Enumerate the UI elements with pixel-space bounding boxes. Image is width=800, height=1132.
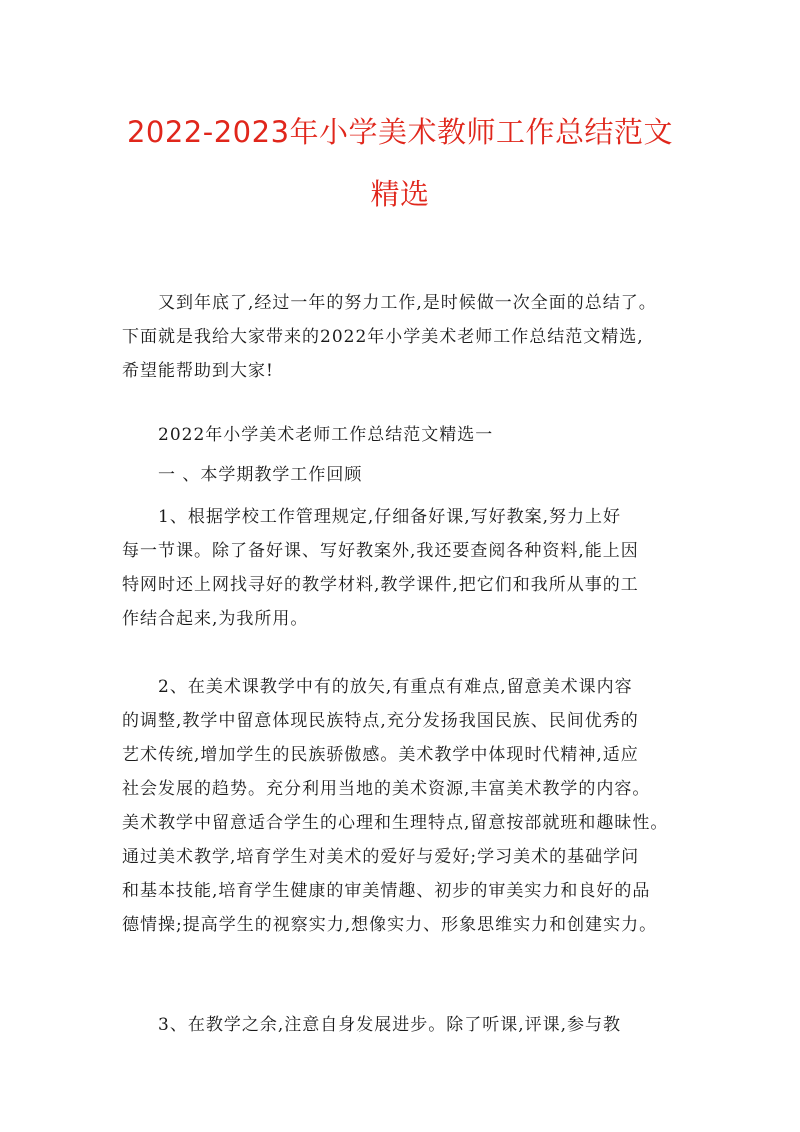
paragraph-line: 艺术传统,增加学生的民族骄傲感。美术教学中体现时代精神,适应	[122, 745, 639, 765]
paragraph-line: 2、在美术课教学中有的放矢,有重点有难点,留意美术课内容	[158, 677, 633, 697]
intro-line: 希望能帮助到大家!	[122, 361, 274, 381]
paragraph-line: 每一节课。除了备好课、写好教案外,我还要查阅各种资料,能上因	[122, 541, 639, 561]
paragraph-line: 3、在教学之余,注意自身发展进步。除了听课,评课,参与教	[158, 1015, 622, 1035]
paragraph-1	[122, 500, 688, 636]
paragraph-3	[122, 1008, 688, 1042]
paragraph-line: 的调整,教学中留意体现民族特点,充分发扬我国民族、民间优秀的	[122, 711, 639, 731]
intro-line: 下面就是我给大家带来的2022年小学美术老师工作总结范文精选,	[122, 327, 644, 347]
document-title-line2: 精选	[370, 177, 430, 211]
intro-line: 又到年底了,经过一年的努力工作,是时候做一次全面的总结了。	[158, 293, 657, 313]
paragraph-line: 德情操;提高学生的视察实力,想像实力、形象思维实力和创建实力。	[122, 915, 658, 935]
paragraph-line: 和基本技能,培育学生健康的审美情趣、初步的审美实力和良好的品	[122, 881, 651, 901]
sub-heading-text: 一 、本学期教学工作回顾	[158, 465, 363, 485]
paragraph-2	[122, 670, 688, 942]
paragraph-line: 通过美术教学,培育学生对美术的爱好与爱好;学习美术的基础学问	[122, 847, 640, 867]
paragraph-line: 美术教学中留意适合学生的心理和生理特点,留意按部就班和趣昧性。	[122, 813, 669, 833]
paragraph-line: 作结合起来,为我所用。	[122, 609, 309, 629]
intro-paragraph	[122, 286, 688, 388]
paragraph-line: 特网时还上网找寻好的教学材料,教学课件,把它们和我所从事的工	[122, 575, 639, 595]
paragraph-line: 社会发展的趋势。充分利用当地的美术资源,丰富美术教学的内容。	[122, 779, 651, 799]
document-title-line1: 2022-2023年小学美术教师工作总结范文	[126, 115, 674, 149]
section-heading	[122, 418, 688, 452]
paragraph-line: 1、根据学校工作管理规定,仔细备好课,写好教案,努力上好	[158, 507, 622, 527]
sub-heading	[122, 458, 688, 492]
section-heading-text: 2022年小学美术老师工作总结范文精选一	[158, 425, 494, 445]
